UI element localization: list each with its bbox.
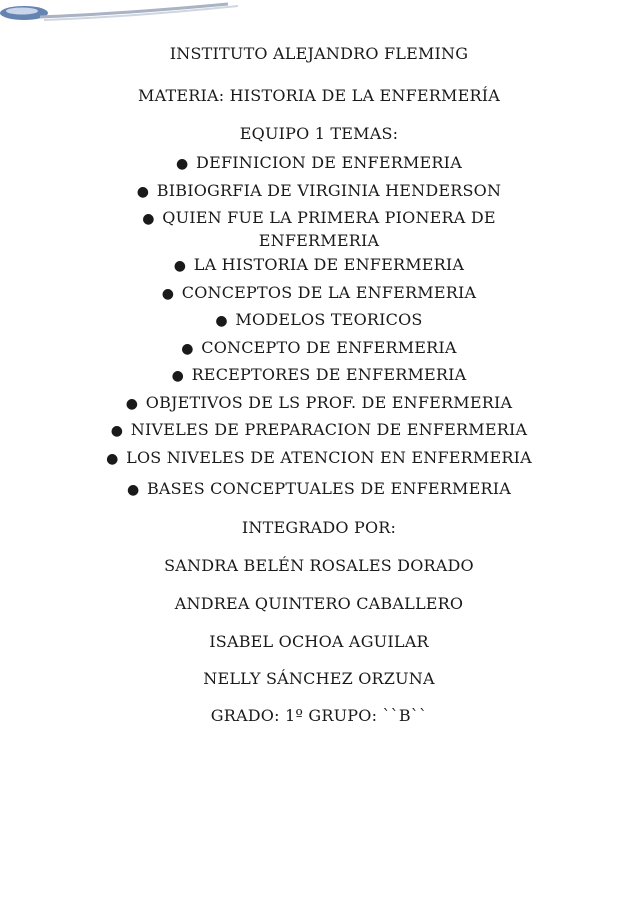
header-decoration-icon — [0, 0, 240, 26]
bullet-icon: ● — [126, 482, 140, 498]
list-item: ● LOS NIVELES DE ATENCION EN ENFERMERIA — [0, 445, 638, 473]
list-item: ● CONCEPTO DE ENFERMERIA — [0, 335, 638, 363]
bullet-icon: ● — [171, 368, 184, 384]
member-name: ISABEL OCHOA AGUILAR — [209, 632, 429, 651]
list-item: ● DEFINICION DE ENFERMERIA — [0, 150, 638, 178]
institution-title: INSTITUTO ALEJANDRO FLEMING — [169, 44, 469, 63]
grade-group: GRADO: 1º GRUPO: ``B`` — [210, 706, 428, 725]
bullet-icon: ● — [142, 211, 155, 227]
list-item: ● LA HISTORIA DE ENFERMERIA — [0, 252, 638, 280]
team-title: EQUIPO 1 TEMAS: — [239, 124, 399, 143]
bullet-icon: ● — [215, 313, 228, 329]
list-item: ● QUIEN FUE LA PRIMERA PIONERA DE ENFERMERIA — [142, 208, 496, 250]
bullet-icon: ● — [161, 285, 175, 302]
list-item: ● CONCEPTOS DE LA ENFERMERIA — [0, 280, 638, 308]
member-name: NELLY SÁNCHEZ ORZUNA — [203, 669, 435, 688]
member-name: SANDRA BELÉN ROSALES DORADO — [164, 556, 474, 575]
bullet-icon: ● — [136, 183, 150, 200]
bullet-icon: ● — [176, 156, 189, 172]
members-title: INTEGRADO POR: — [241, 518, 397, 537]
list-item: ● RECEPTORES DE ENFERMERIA — [0, 362, 638, 390]
bullet-icon: ● — [181, 340, 194, 357]
bullet-icon: ● — [125, 395, 139, 412]
list-item: ● MODELOS TEORICOS — [0, 307, 638, 335]
subject-title: MATERIA: HISTORIA DE LA ENFERMERÍA — [138, 86, 500, 105]
list-item: ● NIVELES DE PREPARACION DE ENFERMERIA — [0, 417, 638, 445]
topics-list — [0, 150, 638, 504]
bullet-icon: ● — [110, 423, 124, 439]
bullet-icon: ● — [173, 258, 187, 274]
list-item: ● BIBIOGRFIA DE VIRGINIA HENDERSON — [0, 178, 638, 206]
member-name: ANDREA QUINTERO CABALLERO — [174, 594, 464, 613]
bullet-icon: ● — [106, 450, 119, 467]
list-item: ● OBJETIVOS DE LS PROF. DE ENFERMERIA — [0, 390, 638, 418]
list-item: ● BASES CONCEPTUALES DE ENFERMERIA — [0, 472, 638, 504]
